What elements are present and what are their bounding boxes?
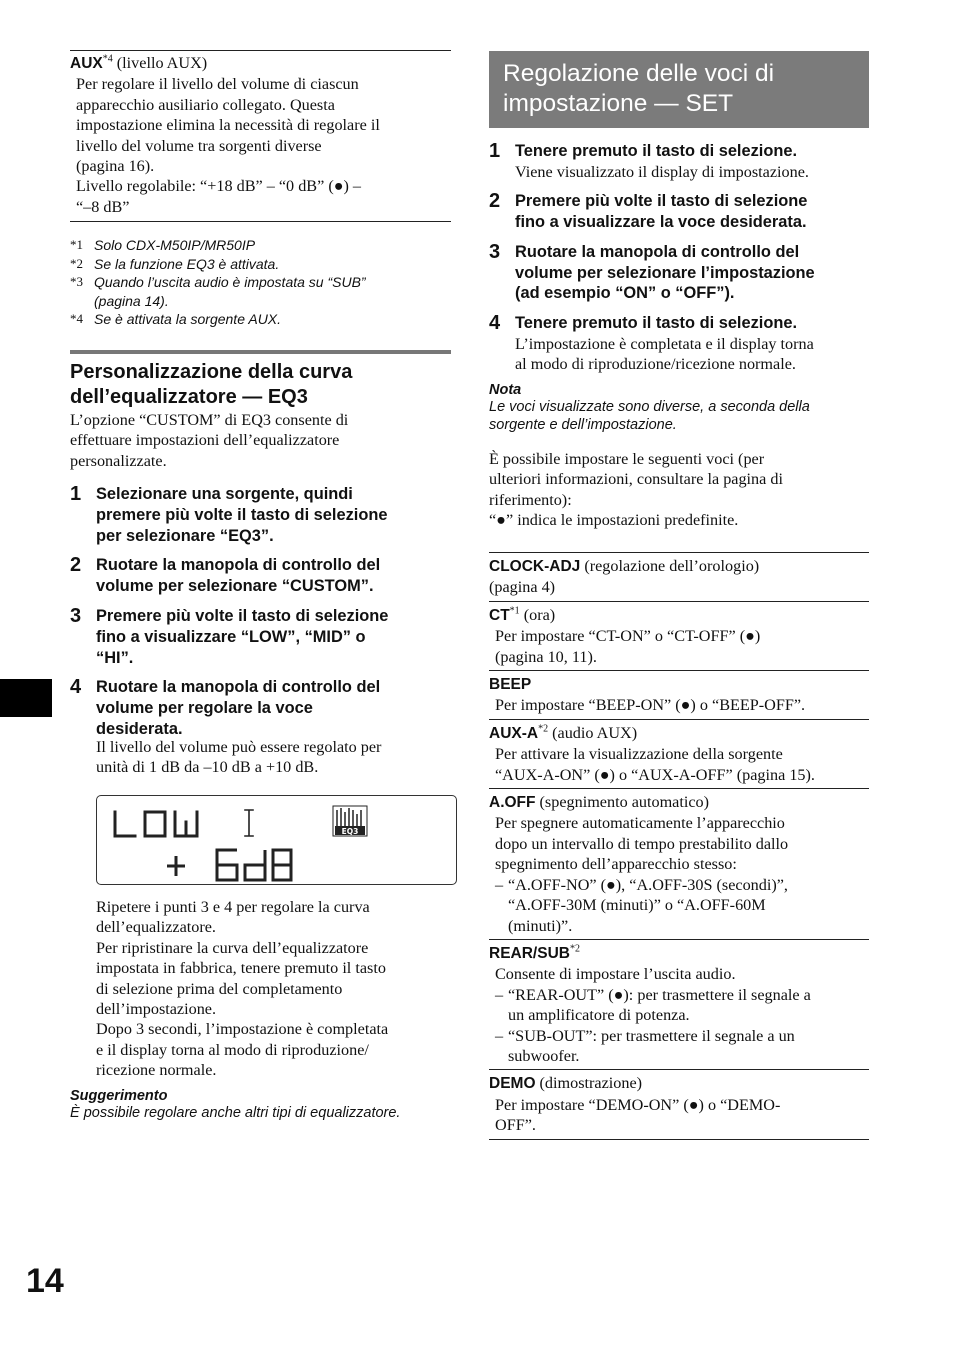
- nota-title: Nota: [489, 382, 522, 398]
- footnotes: [70, 236, 451, 329]
- step-line: Premere più volte il tasto di selezione: [96, 606, 389, 625]
- dash-text: [508, 1026, 869, 1067]
- aux-suffix: (livello AUX): [112, 54, 208, 72]
- item-suffix: (dimostrazione): [535, 1074, 643, 1093]
- eq-steps: [70, 484, 451, 740]
- text-line: dell’equalizzatore.: [96, 918, 216, 937]
- nota-box: [489, 382, 869, 434]
- step-text: [515, 313, 869, 334]
- text-line: di selezione prima del completamento: [96, 979, 343, 998]
- step-line: premere più volte il tasto di selezione: [96, 505, 388, 524]
- text-line: “AUX-A-ON” (●) o “AUX-A-OFF” (pagina 15).: [495, 765, 815, 784]
- step4-note: [96, 737, 451, 778]
- text-line: “SUB-OUT”: per trasmettere il segnale a un: [508, 1026, 795, 1045]
- text-line: Livello regolabile: “+18 dB” – “0 dB” (●) –: [76, 177, 362, 196]
- footnote-text: Quando l’uscita audio è impostata su “SUB”: [94, 274, 366, 290]
- step-number: 3: [70, 604, 82, 627]
- text-line: Viene visualizzato il display di impostazione.: [515, 162, 809, 181]
- step-body: [515, 191, 869, 233]
- step-body: [515, 313, 869, 375]
- item-heading: [489, 605, 869, 626]
- step-text: [96, 555, 451, 597]
- item-description: [489, 1095, 869, 1136]
- aux-sup: *4: [102, 53, 113, 65]
- footnote-key: *1: [70, 237, 83, 252]
- nota-text: [489, 398, 869, 434]
- footnote-text: Se è attivata la sorgente AUX.: [94, 311, 282, 327]
- tip-box: [70, 1088, 451, 1122]
- item-description: [489, 744, 869, 785]
- text-line: “A.OFF-NO” (●), “A.OFF-30S (secondi)”,: [508, 875, 788, 894]
- step-body: [515, 141, 869, 182]
- step-line: Tenere premuto il tasto di selezione.: [515, 314, 798, 333]
- step-number: 1: [70, 483, 82, 505]
- item-sup: *2: [569, 943, 580, 955]
- dash-mark: –: [495, 875, 504, 894]
- eq3-badge-icon: [333, 806, 367, 836]
- step-line: volume per regolare la voce: [96, 699, 313, 718]
- step-4: [70, 677, 451, 739]
- aux-term: AUX: [70, 55, 103, 72]
- dash-text: [508, 875, 869, 936]
- eq-section-title: [70, 360, 451, 409]
- footnote-text: Solo CDX-M50IP/MR50IP: [94, 237, 256, 253]
- item-term: A.OFF: [489, 794, 536, 812]
- footnote: [70, 236, 451, 255]
- item-sup: *1: [509, 605, 520, 617]
- text-line: Per spegnere automaticamente l’apparecchio: [495, 814, 785, 833]
- step-line: Ruotare la manopola di controllo del: [515, 242, 800, 261]
- set-item-a-off: [489, 789, 869, 940]
- set-item-rear-sub: [489, 940, 869, 1070]
- eq-after-text: [96, 897, 456, 1081]
- text-line: personalizzate.: [70, 451, 167, 470]
- step-line: fino a visualizzare “LOW”, “MID” o: [96, 627, 366, 646]
- text-line: impostata in fabbrica, tenere premuto il tasto: [96, 959, 386, 978]
- text-line: (pagina 10, 11).: [495, 647, 597, 666]
- step-line: Premere più volte il tasto di selezione: [515, 192, 808, 211]
- step-line: “HI”.: [96, 648, 134, 667]
- text-line: (pagina 16).: [76, 157, 155, 176]
- item-heading: [489, 674, 869, 695]
- dash-item: [495, 1026, 869, 1067]
- step-text: [515, 242, 869, 304]
- dash-item: [495, 875, 869, 936]
- aux-description: [70, 74, 451, 217]
- text-line: (pagina 4): [489, 578, 556, 597]
- text-line: riferimento):: [489, 490, 572, 509]
- text-line: È possibile impostare le seguenti voci (per: [489, 450, 765, 468]
- item-term: CT: [489, 606, 510, 624]
- item-suffix: (regolazione dell’orologio): [580, 557, 760, 575]
- set-steps: [489, 141, 869, 375]
- footnote-key: *3: [70, 274, 83, 289]
- lcd-display: [96, 795, 457, 885]
- item-heading: [489, 792, 869, 813]
- item-heading: [489, 943, 869, 964]
- step-3: [70, 606, 451, 668]
- step-text: [96, 677, 451, 739]
- lcd-segments: [97, 796, 455, 883]
- step-line: per selezionare “EQ3”.: [96, 526, 274, 545]
- dash-item: [495, 985, 869, 1026]
- text-line: “A.OFF-30M (minuti)” o “A.OFF-60M: [508, 896, 766, 915]
- item-heading: [489, 723, 869, 744]
- tip-title: Suggerimento: [70, 1088, 168, 1104]
- footnote-key: *2: [70, 255, 83, 271]
- text-line: Per ripristinare la curva dell’equalizzatore: [96, 938, 369, 957]
- step-text: [96, 484, 451, 546]
- item-suffix: (audio AUX): [548, 723, 638, 742]
- item-description: [489, 813, 869, 935]
- step-line: Ruotare la manopola di controllo del: [96, 556, 381, 575]
- set-item-demo: [489, 1070, 869, 1139]
- text-line: dell’impostazione.: [96, 1000, 217, 1019]
- text-line: effettuare impostazioni dell’equalizzatore: [70, 431, 340, 450]
- step-2: [70, 555, 451, 597]
- text-line: ricezione normale.: [96, 1061, 217, 1080]
- text-line: Per impostare “BEEP-ON” (●) o “BEEP-OFF”.: [495, 696, 806, 715]
- set-step-4: [489, 313, 869, 375]
- footnote-key: *4: [70, 311, 83, 326]
- step-subtext: [515, 334, 869, 375]
- lcd-line1: [115, 810, 253, 836]
- step-number: 4: [70, 676, 82, 699]
- text-line: “–8 dB”: [76, 197, 130, 216]
- step-line: Tenere premuto il tasto di selezione.: [515, 142, 798, 160]
- set-item-beep: [489, 671, 869, 720]
- text-line: “REAR-OUT” (●): per trasmettere il segnale a: [508, 985, 811, 1004]
- eq-intro: [70, 410, 451, 471]
- footnote: [70, 310, 451, 329]
- footnote-text: Se la funzione EQ3 è attivata.: [94, 255, 280, 272]
- divider: [70, 221, 451, 222]
- step-subtext: [515, 162, 869, 182]
- text-line: dopo un intervallo di tempo prestabilito dallo: [495, 834, 789, 853]
- set-intro: [489, 449, 869, 531]
- step-number: 2: [489, 190, 501, 213]
- text-line: impostazione elimina la necessità di regolare il: [76, 116, 380, 135]
- footnote: [70, 255, 451, 274]
- set-step-1: [489, 141, 869, 182]
- eq3-badge-text: EQ3: [341, 827, 359, 836]
- text-line: (minuti)”.: [508, 916, 573, 935]
- dash-mark: –: [495, 985, 504, 1004]
- text-line: OFF”.: [495, 1116, 536, 1135]
- item-suffix: (spegnimento automatico): [535, 793, 710, 812]
- text-line: apparecchio ausiliario collegato. Questa: [76, 95, 335, 114]
- item-term: CLOCK-ADJ: [489, 558, 581, 575]
- text-line: Dopo 3 secondi, l’impostazione è completata: [96, 1020, 389, 1039]
- item-description: [489, 695, 869, 715]
- step-text: [515, 141, 869, 162]
- step-line: volume per selezionare l’impostazione: [515, 263, 815, 282]
- set-step-2: [489, 191, 869, 233]
- text-line: L’impostazione è completata e il display torna: [515, 334, 814, 353]
- item-suffix: (ora): [519, 605, 556, 624]
- footnote-key: [70, 292, 94, 311]
- step-number: 2: [70, 554, 82, 577]
- item-description: [489, 577, 869, 597]
- step-body: [515, 242, 869, 304]
- step-line: (ad esempio “ON” o “OFF”).: [515, 284, 735, 303]
- text-line: L’opzione “CUSTOM” di EQ3 consente di: [70, 411, 349, 429]
- step-line: Ruotare la manopola di controllo del: [96, 678, 381, 697]
- text-line: unità di 1 dB da –10 dB a +10 dB.: [96, 758, 319, 777]
- text-line: ulteriori informazioni, consultare la pagina di: [489, 470, 783, 489]
- section-rule: [70, 350, 451, 354]
- text-line: Per impostare “DEMO-ON” (●) o “DEMO-: [495, 1095, 781, 1114]
- item-term: BEEP: [489, 676, 532, 694]
- banner-line: Regolazione delle voci di: [503, 60, 775, 87]
- text-line: Ripetere i punti 3 e 4 per regolare la curva: [96, 898, 370, 916]
- set-item-ct: [489, 602, 869, 671]
- step-line: desiderata.: [96, 719, 183, 738]
- item-sup: *2: [538, 723, 549, 735]
- step-number: 3: [489, 240, 501, 263]
- step-text: [96, 606, 451, 668]
- text-line: e il display torna al modo di riproduzione/: [96, 1040, 369, 1059]
- text-line: Le voci visualizzate sono diverse, a seconda della: [489, 399, 810, 415]
- item-term: AUX-A: [489, 724, 539, 742]
- footnote-text: (pagina 14).: [94, 292, 169, 309]
- text-line: “●” indica le impostazioni predefinite.: [489, 511, 739, 530]
- text-line: spegnimento dell’apparecchio stesso:: [495, 855, 737, 874]
- set-section-banner: [489, 51, 869, 128]
- tip-text: È possibile regolare anche altri tipi di equalizzatore.: [70, 1105, 401, 1121]
- step-number: 4: [489, 312, 501, 335]
- item-description: [489, 626, 869, 667]
- text-line: Per attivare la visualizzazione della sorgente: [495, 745, 783, 764]
- step-line: fino a visualizzare la voce desiderata.: [515, 213, 807, 231]
- footnote: [70, 292, 451, 311]
- set-items-table: [489, 552, 869, 1140]
- title-line: Personalizzazione della curva: [70, 361, 353, 383]
- text-line: un amplificatore di potenza.: [508, 1006, 690, 1025]
- footnote: [70, 273, 451, 292]
- page-number: 14: [26, 1262, 64, 1300]
- title-line: dell’equalizzatore — EQ3: [70, 385, 308, 408]
- dash-text: [508, 985, 869, 1026]
- step-line: Selezionare una sorgente, quindi: [96, 485, 353, 503]
- text-line: al modo di riproduzione/ricezione normale.: [515, 355, 796, 374]
- set-item-clock-adj: [489, 553, 869, 602]
- text-line: Il livello del volume può essere regolato per: [96, 738, 382, 756]
- text-line: livello del volume tra sorgenti diverse: [76, 136, 322, 155]
- text-line: Per regolare il livello del volume di ciascun: [76, 75, 359, 94]
- divider: [70, 50, 451, 51]
- set-item-aux-a: [489, 720, 869, 789]
- text-line: Per impostare “CT-ON” o “CT-OFF” (●): [495, 627, 761, 646]
- side-tab: [0, 679, 52, 717]
- step-line: volume per selezionare “CUSTOM”.: [96, 577, 374, 596]
- text-line: Consente di impostare l’uscita audio.: [495, 965, 736, 984]
- dash-mark: –: [495, 1026, 504, 1045]
- step-1: [70, 484, 451, 546]
- step-text: [515, 191, 869, 233]
- item-heading: [489, 1073, 869, 1094]
- text-line: sorgente e dell’impostazione.: [489, 417, 677, 433]
- lcd-line2: [167, 850, 291, 880]
- banner-line: impostazione — SET: [503, 89, 734, 117]
- step-number: 1: [489, 140, 501, 162]
- item-term: REAR/SUB: [489, 944, 570, 962]
- text-line: subwoofer.: [508, 1046, 580, 1065]
- item-description: [489, 964, 869, 1066]
- item-heading: [489, 556, 869, 577]
- aux-item: [70, 53, 451, 217]
- item-term: DEMO: [489, 1075, 536, 1093]
- set-step-3: [489, 242, 869, 304]
